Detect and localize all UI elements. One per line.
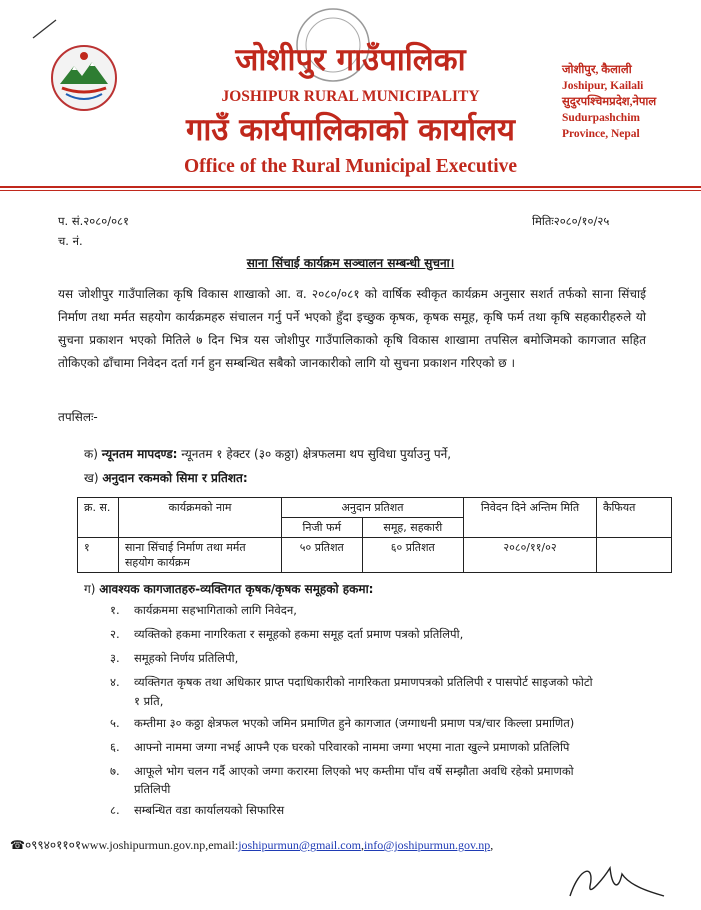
list-item: ७. आफूले भोग चलन गर्दै आएको जग्गा करारमा लिएको भए कम्तीमा पाँच वर्षे सम्झौता अवधि रहेको प्रमाणको — [110, 764, 574, 778]
municipality-name-np: जोशीपुर गाउँपालिका — [235, 42, 466, 78]
criteria-item — [84, 445, 451, 462]
header-divider — [0, 190, 701, 191]
municipality-name-en: JOSHIPUR RURAL MUNICIPALITY — [221, 88, 480, 105]
notice-body: यस जोशीपुर गाउँपालिका कृषि विकास शाखाको आ. व. २०८०/०८१ को वार्षिक स्वीकृत कार्यक्रम अनुसार सशर्त तर्फको साना सिंचाई निर्माण तथा मर्मत सहयोग कार्यक्रमहरु संचालन गर्नु पर्ने भएको हुँदा इच्छुक कृषक, कृषक समूह, कृषि फर्म तथा कृषि सहकारीहरुले यो सुचना प्रकाशन भएको मितिले ७ दिन भित्र यस जोशीपुर गाउँपालिकाको कृषि विकास शाखामा तपसिल बमोजिमको कागजात सहित तोकिएको ढाँचामा निवेदन दर्ता गर्न हुन सम्बन्धित सबैको जानकारीको लागि यो सुचना प्रकाशन गरिएको छ । — [58, 287, 646, 370]
email-link[interactable]: info@joshipurmun.gov.np — [363, 838, 491, 852]
item-heading: न्यूनतम मापदण्ड: — [101, 447, 178, 461]
list-item: १ प्रति, — [134, 694, 164, 708]
list-item: ४. व्यक्तिगत कृषक तथा अधिकार प्राप्त पदाधिकारीको नागरिकता प्रमाणपत्रको प्रतिलिपी र पासपोर्ट साइजको फोटो — [110, 675, 593, 689]
website-text: www.joshipurmun.gov.np,email: — [81, 838, 239, 852]
item-label: क) — [84, 447, 98, 461]
email-link[interactable]: joshipurmun@gmail.com — [238, 838, 361, 852]
list-item: १. कार्यक्रममा सहभागिताको लागि निवेदन, — [110, 603, 297, 617]
list-item: ६. आफ्नो नाममा जग्गा नभई आफ्नै एक घरको परिवारको नाममा जग्गा भएमा नाता खुल्ने प्रमाणको प्रतिलिपि — [110, 740, 570, 754]
list-item: ३. समूहको निर्णय प्रतिलिपी, — [110, 651, 239, 665]
header-cell: कैफियत — [597, 498, 672, 538]
header-cell: अनुदान प्रतिशत — [282, 498, 464, 518]
header-cell: समूह, सहकारी — [362, 518, 463, 538]
table-cell: ६० प्रतिशत — [362, 538, 463, 573]
dispatch-number: च. नं. — [58, 234, 83, 248]
item-label: ख) — [84, 471, 99, 485]
item-heading: अनुदान रकमको सिमा र प्रतिशत: — [102, 471, 248, 485]
table-cell: साना सिंचाई निर्माण तथा मर्मत सहयोग कार्यक्रम — [119, 538, 282, 573]
header-cell: निजी फर्म — [282, 518, 363, 538]
header-divider — [0, 186, 701, 188]
footer-contact: ☎०९९४०११०१www.joshipurmun.gov.np,email:joshipurmun@gmail.com,info@joshipurmun.gov.np, — [10, 838, 494, 852]
header-cell: निवेदन दिने अन्तिम मिति — [464, 498, 597, 538]
office-name-np: गाउँ कार्यपालिकाको कार्यालय — [185, 112, 516, 148]
list-item: २. व्यक्तिको हकमा नागरिकता र समूहको हकमा समूह दर्ता प्रमाण पत्रको प्रतिलिपी, — [110, 627, 464, 641]
address-line: Joshipur, Kailali — [562, 80, 644, 92]
header-cell: कार्यक्रमको नाम — [119, 498, 282, 538]
address-line: सुदुरपश्चिमप्रदेश,नेपाल — [562, 96, 657, 108]
table-row — [78, 538, 672, 573]
address-line: Province, Nepal — [562, 128, 640, 140]
table-cell: २०८०/११/०२ — [464, 538, 597, 573]
letter-date: मितिः२०८०/१०/२५ — [532, 214, 610, 228]
office-name-en: Office of the Rural Municipal Executive — [183, 156, 518, 177]
list-item: ५. कम्तीमा ३० कठ्ठा क्षेत्रफल भएको जमिन प्रमाणित हुने कागजात (जग्गाधनी प्रमाण पत्र/चार किल्ला प्रमाणित) — [110, 716, 575, 730]
phone-number: ☎०९९४०११०१ — [10, 838, 82, 852]
header-cell: क्र. स. — [78, 498, 119, 538]
item-heading: आवश्यक कागजातहरु-व्यक्तिगत कृषक/कृषक समूहको हकमा: — [99, 582, 374, 596]
grant-table — [77, 497, 672, 573]
documents-item — [84, 580, 373, 597]
details-heading: तपसिलः- — [58, 410, 98, 424]
item-label: ग) — [84, 582, 96, 596]
table-header-row — [78, 498, 672, 518]
item-text: न्यूनतम १ हेक्टर (३० कठ्ठा) क्षेत्रफलमा थप सुविधा पुर्याउनु पर्ने, — [177, 447, 452, 461]
grant-limit-item — [84, 469, 248, 486]
table-cell: १ — [78, 538, 119, 573]
notice-subject: साना सिंचाई कार्यक्रम सञ्चालन सम्बन्धी सुचना। — [246, 256, 455, 270]
address-line: जोशीपुर, कैलाली — [562, 64, 632, 76]
list-item: ८. सम्बन्धित वडा कार्यालयको सिफारिस — [110, 803, 285, 817]
table-cell — [597, 538, 672, 573]
list-item: प्रतिलिपी — [134, 782, 171, 796]
signature — [560, 856, 670, 908]
address-line: Sudurpashchim — [562, 112, 640, 124]
reference-number: प. सं.२०८०/०८१ — [58, 214, 130, 228]
table-cell: ५० प्रतिशत — [282, 538, 363, 573]
